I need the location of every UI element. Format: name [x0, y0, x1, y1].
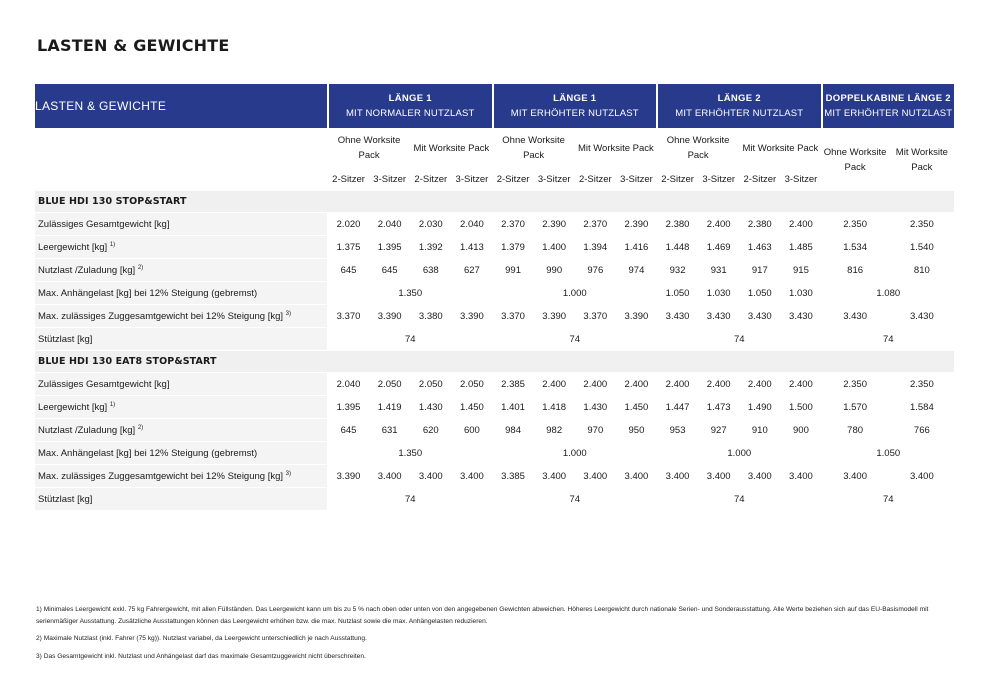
table-cell: 3.400	[452, 465, 491, 487]
seat-header: 3-Sitzer	[370, 168, 409, 190]
footnote-marker: 1)	[109, 241, 116, 248]
table-cell: 1.463	[740, 236, 779, 258]
table-cell: 1.490	[740, 396, 779, 418]
table-cell: 645	[329, 419, 368, 441]
table-cell: 2.040	[452, 213, 491, 235]
table-cell: 990	[535, 259, 574, 281]
table-cell: 3.370	[329, 305, 368, 327]
table-cell: 1.050	[823, 442, 955, 464]
table-cell: 2.350	[823, 373, 888, 395]
footnote-marker: 1)	[109, 401, 116, 408]
table-cell: 1.447	[658, 396, 697, 418]
table-cell: 2.040	[370, 213, 409, 235]
table-cell: 1.030	[699, 282, 738, 304]
table-cell: 2.400	[576, 373, 615, 395]
column-group-title: LÄNGE 1	[388, 93, 432, 104]
table-cell: 2.400	[740, 373, 779, 395]
table-cell: 2.380	[658, 213, 697, 235]
table-cell: 1.450	[617, 396, 656, 418]
table-cell: 1.400	[535, 236, 574, 258]
row-label	[35, 419, 327, 441]
table-cell: 2.400	[699, 213, 738, 235]
table-cell: 3.400	[658, 465, 697, 487]
row-label-text: Leergewicht [kg]	[38, 401, 108, 413]
table-body	[35, 191, 954, 510]
table-row	[35, 259, 954, 281]
table-row	[35, 488, 954, 510]
table-cell: 2.350	[823, 213, 888, 235]
table-row	[35, 328, 954, 350]
weights-table	[33, 83, 956, 511]
table-row	[35, 419, 954, 441]
table-cell: 3.400	[890, 465, 954, 487]
seat-header: 2-Sitzer	[576, 168, 615, 190]
table-row	[35, 282, 954, 304]
row-label	[35, 396, 327, 418]
seat-header: 2-Sitzer	[740, 168, 779, 190]
row-label	[35, 488, 327, 510]
pack-header-row	[35, 129, 954, 167]
table-cell: 816	[823, 259, 888, 281]
pack-header: Ohne Worksite Pack	[823, 146, 887, 173]
table-row	[35, 396, 954, 418]
row-label-text: Leergewicht [kg]	[38, 241, 108, 253]
footnote-3: 3) Das Gesamtgewicht inkl. Nutzlast und Anhängelast darf das maximale Gesamtzuggewicht nicht überschreiten.	[36, 653, 366, 660]
table-cell: 1.379	[494, 236, 533, 258]
section-header-row	[35, 351, 954, 372]
table-cell: 1.350	[329, 442, 492, 464]
pack-header: Ohne Worksite Pack	[329, 129, 409, 167]
table-cell: 3.390	[535, 305, 574, 327]
table-cell: 3.370	[576, 305, 615, 327]
table-cell: 810	[890, 259, 954, 281]
table-cell: 1.050	[658, 282, 697, 304]
table-cell: 620	[411, 419, 450, 441]
table-cell: 976	[576, 259, 615, 281]
row-label-text: Max. zulässiges Zuggesamtgewicht bei 12% Steigung [kg]	[38, 310, 284, 322]
row-label	[35, 213, 327, 235]
table-cell: 3.430	[890, 305, 954, 327]
table-cell: 74	[494, 328, 657, 350]
footnote-marker: 3)	[285, 470, 292, 477]
section-title: BLUE HDI 130 STOP&START	[35, 191, 954, 212]
table-cell: 984	[494, 419, 533, 441]
row-label-text: Max. Anhängelast [kg] bei 12% Steigung (gebremst)	[38, 447, 258, 459]
row-label-text: Stützlast [kg]	[38, 493, 93, 505]
table-cell: 780	[823, 419, 888, 441]
table-cell: 1.375	[329, 236, 368, 258]
header-blank-cell	[35, 129, 327, 190]
table-cell: 74	[329, 328, 492, 350]
table-cell: 3.400	[699, 465, 738, 487]
table-cell: 953	[658, 419, 697, 441]
table-cell: 74	[823, 328, 955, 350]
column-group-subtitle: MIT NORMALER NUTZLAST	[345, 108, 475, 119]
table-cell: 74	[823, 488, 955, 510]
seat-header: 2-Sitzer	[329, 168, 368, 190]
column-group-title: LÄNGE 1	[553, 93, 597, 104]
row-label-text: Max. zulässiges Zuggesamtgewicht bei 12% Steigung [kg]	[38, 470, 284, 482]
table-cell: 1.534	[823, 236, 888, 258]
table-cell: 1.394	[576, 236, 615, 258]
table-cell: 1.030	[781, 282, 820, 304]
table-cell: 3.400	[823, 465, 888, 487]
table-cell: 2.390	[535, 213, 574, 235]
row-label-text: Stützlast [kg]	[38, 333, 93, 345]
table-cell: 600	[452, 419, 491, 441]
table-cell: 3.390	[329, 465, 368, 487]
row-label-text: Nutzlast /Zuladung [kg]	[38, 424, 136, 436]
section-title: BLUE HDI 130 EAT8 STOP&START	[35, 351, 954, 372]
pack-header: Mit Worksite Pack	[895, 146, 948, 173]
row-label-text: Zulässiges Gesamtgewicht [kg]	[38, 378, 170, 390]
table-header-row	[35, 84, 954, 128]
column-group-header	[494, 84, 657, 128]
section-header-row	[35, 191, 954, 212]
table-cell: 3.400	[781, 465, 820, 487]
table-cell: 2.400	[781, 373, 820, 395]
table-cell: 1.469	[699, 236, 738, 258]
table-cell: 3.430	[658, 305, 697, 327]
table-cell: 927	[699, 419, 738, 441]
table-cell: 1.584	[890, 396, 954, 418]
row-label-text: Zulässiges Gesamtgewicht [kg]	[38, 218, 170, 230]
table-cell: 645	[329, 259, 368, 281]
row-label	[35, 305, 327, 327]
table-cell: 2.390	[617, 213, 656, 235]
table-cell: 991	[494, 259, 533, 281]
table-cell: 970	[576, 419, 615, 441]
table-cell: 1.000	[658, 442, 821, 464]
table-row	[35, 305, 954, 327]
table-cell: 627	[452, 259, 491, 281]
column-group-title: DOPPELKABINE LÄNGE 2	[825, 93, 951, 104]
table-cell: 931	[699, 259, 738, 281]
column-group-subtitle: MIT ERHÖHTER NUTZLAST	[675, 108, 804, 119]
table-title: LASTEN & GEWICHTE	[35, 84, 327, 128]
table-cell: 2.050	[452, 373, 491, 395]
table-cell: 2.050	[370, 373, 409, 395]
row-label-text: Nutzlast /Zuladung [kg]	[38, 264, 136, 276]
table-cell: 2.370	[576, 213, 615, 235]
table-cell: 1.473	[699, 396, 738, 418]
row-label	[35, 259, 327, 281]
table-cell: 3.385	[494, 465, 533, 487]
column-group-subtitle: MIT ERHÖHTER NUTZLAST	[510, 108, 639, 119]
table-cell: 3.390	[370, 305, 409, 327]
table-cell: 910	[740, 419, 779, 441]
seat-header: 3-Sitzer	[452, 168, 491, 190]
pack-header: Mit Worksite Pack	[411, 129, 491, 167]
table-cell: 3.430	[781, 305, 820, 327]
column-group-header	[329, 84, 492, 128]
table-row	[35, 213, 954, 235]
table-cell: 3.380	[411, 305, 450, 327]
table-cell: 1.500	[781, 396, 820, 418]
table-cell: 1.413	[452, 236, 491, 258]
row-label	[35, 373, 327, 395]
table-cell: 2.020	[329, 213, 368, 235]
table-cell: 3.400	[617, 465, 656, 487]
table-cell: 2.400	[781, 213, 820, 235]
table-cell: 2.400	[658, 373, 697, 395]
table-row	[35, 373, 954, 395]
table-cell: 74	[329, 488, 492, 510]
table-cell: 974	[617, 259, 656, 281]
seat-header: 3-Sitzer	[535, 168, 574, 190]
row-label-text: Max. Anhängelast [kg] bei 12% Steigung (gebremst)	[38, 287, 258, 299]
table-cell: 1.395	[329, 396, 368, 418]
table-cell: 982	[535, 419, 574, 441]
table-cell: 74	[494, 488, 657, 510]
table-cell: 915	[781, 259, 820, 281]
table-cell: 3.400	[740, 465, 779, 487]
table-cell: 638	[411, 259, 450, 281]
table-cell: 2.040	[329, 373, 368, 395]
seat-header: 3-Sitzer	[699, 168, 738, 190]
table-cell: 1.000	[494, 282, 657, 304]
table-cell: 1.080	[823, 282, 955, 304]
table-cell: 1.448	[658, 236, 697, 258]
table-cell: 2.400	[535, 373, 574, 395]
table-cell: 3.430	[699, 305, 738, 327]
seat-header: 3-Sitzer	[781, 168, 820, 190]
table-cell: 2.370	[494, 213, 533, 235]
table-cell: 2.030	[411, 213, 450, 235]
row-label	[35, 442, 327, 464]
footnote-2: 2) Maximale Nutzlast (inkl. Fahrer (75 kg)). Nutzlast variabel, da Leergewicht unterschiedlich je nach Ausstattung.	[36, 635, 367, 642]
footnote-marker: 2)	[137, 264, 144, 271]
table-cell: 1.000	[494, 442, 657, 464]
table-cell: 1.570	[823, 396, 888, 418]
pack-header: Mit Worksite Pack	[740, 129, 820, 167]
table-cell: 1.430	[411, 396, 450, 418]
row-label	[35, 282, 327, 304]
table-cell: 1.416	[617, 236, 656, 258]
table-cell: 3.430	[740, 305, 779, 327]
table-cell: 932	[658, 259, 697, 281]
column-group-header	[823, 84, 955, 128]
table-cell: 2.400	[617, 373, 656, 395]
table-cell: 1.540	[890, 236, 954, 258]
seat-header: 3-Sitzer	[617, 168, 656, 190]
seat-header: 2-Sitzer	[411, 168, 450, 190]
table-cell: 2.350	[890, 373, 954, 395]
row-label	[35, 465, 327, 487]
table-row	[35, 465, 954, 487]
table-cell: 3.390	[452, 305, 491, 327]
pack-header: Mit Worksite Pack	[576, 129, 656, 167]
footnote-1: 1) Minimales Leergewicht exkl. 75 kg Fahrergewicht, mit allen Füllständen. Das Leergewicht kann um bis zu 5 % nach oben oder unten von den angegebenen Gewichten abweichen. Höheres Leergewicht durch nationale Serien- und Sonderausstattung. Alle Werte beziehen sich auf das EU-Basismodell mit serienmäßiger Ausstattung. Zusätzliche Ausstattungen können das Leergewicht erhöhen bzw. die max. Nutzlast sowie die max. Anhängelasten reduzieren.	[36, 606, 929, 625]
table-cell: 2.380	[740, 213, 779, 235]
table-cell: 631	[370, 419, 409, 441]
footnote-marker: 2)	[137, 424, 144, 431]
table-row	[35, 236, 954, 258]
column-group-header	[658, 84, 821, 128]
table-cell: 950	[617, 419, 656, 441]
table-cell: 1.050	[740, 282, 779, 304]
table-cell: 1.430	[576, 396, 615, 418]
page-title: LASTEN & GEWICHTE	[37, 36, 230, 55]
table-row	[35, 442, 954, 464]
table-cell: 74	[658, 488, 821, 510]
table-cell: 1.395	[370, 236, 409, 258]
row-label	[35, 236, 327, 258]
table-cell: 1.419	[370, 396, 409, 418]
table-cell: 766	[890, 419, 954, 441]
table-cell: 2.385	[494, 373, 533, 395]
table-cell: 1.392	[411, 236, 450, 258]
table-cell: 2.400	[699, 373, 738, 395]
table-cell: 3.400	[411, 465, 450, 487]
table-cell: 3.400	[576, 465, 615, 487]
table-cell: 1.418	[535, 396, 574, 418]
table-cell: 2.350	[890, 213, 954, 235]
table-cell: 3.400	[370, 465, 409, 487]
seat-header: 2-Sitzer	[494, 168, 533, 190]
table-cell: 2.050	[411, 373, 450, 395]
table-cell: 1.350	[329, 282, 492, 304]
table-cell: 1.401	[494, 396, 533, 418]
table-cell: 74	[658, 328, 821, 350]
table-cell: 1.450	[452, 396, 491, 418]
table-cell: 3.370	[494, 305, 533, 327]
seat-header: 2-Sitzer	[658, 168, 697, 190]
table-cell: 900	[781, 419, 820, 441]
pack-header: Ohne Worksite Pack	[494, 129, 574, 167]
column-group-title: LÄNGE 2	[717, 93, 761, 104]
table-cell: 1.485	[781, 236, 820, 258]
table-cell: 645	[370, 259, 409, 281]
table-cell: 3.400	[535, 465, 574, 487]
column-group-subtitle: MIT ERHÖHTER NUTZLAST	[824, 108, 953, 119]
table-cell: 3.430	[823, 305, 888, 327]
table-cell: 917	[740, 259, 779, 281]
footnote-marker: 3)	[285, 310, 292, 317]
row-label	[35, 328, 327, 350]
table-cell: 3.390	[617, 305, 656, 327]
pack-header: Ohne Worksite Pack	[658, 129, 738, 167]
